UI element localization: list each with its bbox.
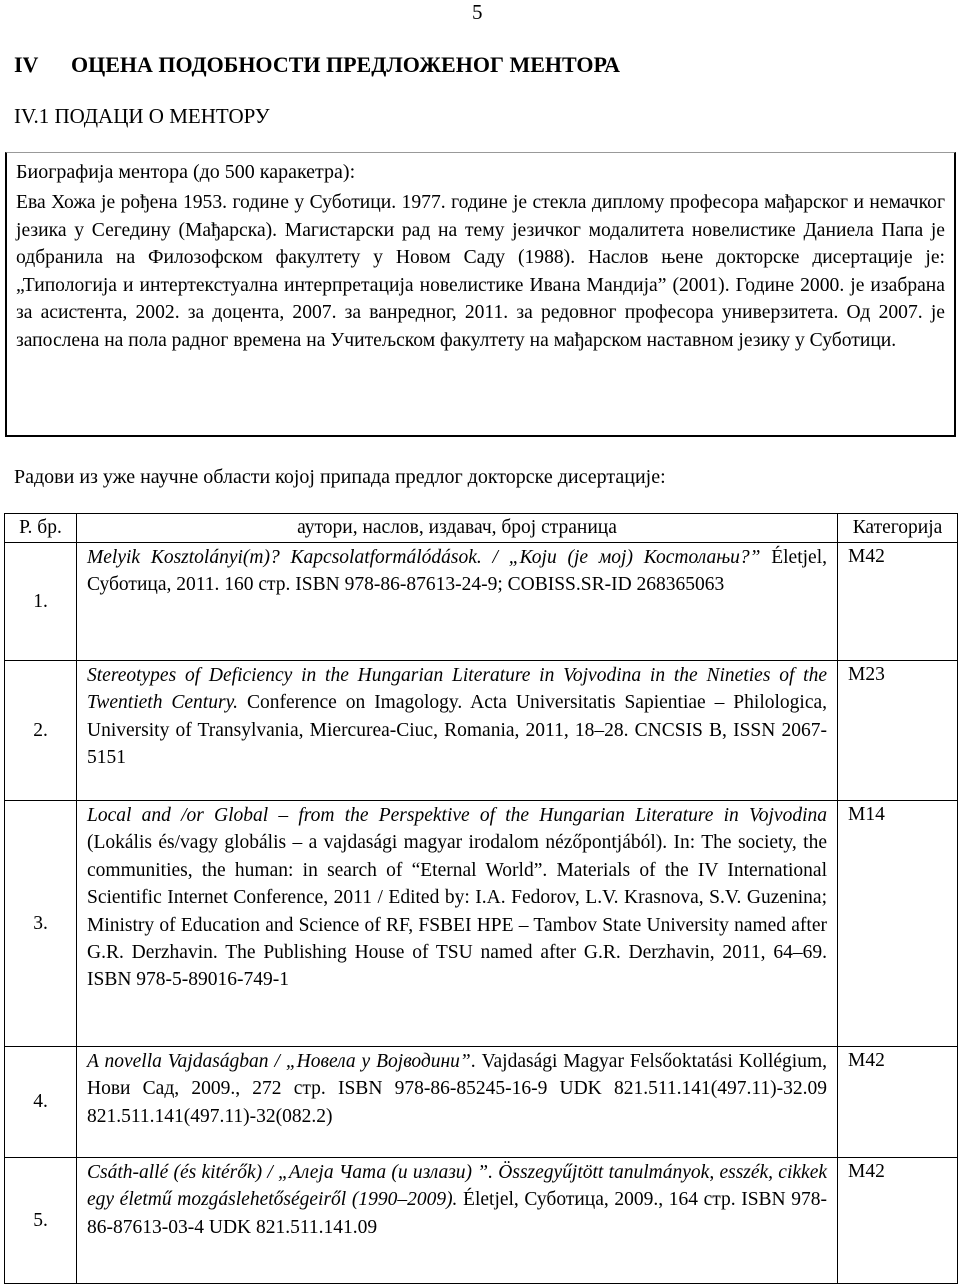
reference-details: Életjel, Суботица, 2009., 164 стр. ISBN 978-86-87613-03-4 UDK 821.511.141.09 xyxy=(87,1189,827,1238)
reference-title: Local and /or Global – from the Perspektive of the Hungarian Literature in Vojvodina xyxy=(87,805,827,826)
table-header-row xyxy=(5,514,958,543)
reference-title: Melyik Kosztolányi(m)? Kapcsolatformálódások. / „Који (је мој) Костолањи?” xyxy=(87,547,761,568)
row-number: 4. xyxy=(5,1047,77,1158)
works-table xyxy=(4,513,958,1284)
category-cell: M14 xyxy=(838,801,958,1047)
category-cell: M42 xyxy=(838,1158,958,1284)
reference-cell xyxy=(77,1158,838,1284)
reference-cell xyxy=(77,661,838,801)
table-row xyxy=(5,661,958,801)
reference-details: Életjel, Суботица, 2011. 160 стр. ISBN 978-86-87613-24-9; COBISS.SR-ID 268365063 xyxy=(87,547,827,596)
header-ref: аутори, наслов, издавач, број страница xyxy=(77,514,838,543)
row-number: 3. xyxy=(5,801,77,1047)
works-heading: Радови из уже научне области којој припада предлог докторске дисертације: xyxy=(14,466,666,488)
reference-title: Csáth-allé (és kitérők) / „Алеја Чата (и излази) ”. Összegyűjtött tanulmányok, esszék, cikkek egy életmű mozgáslehetőségeiről (1990–2009). xyxy=(87,1162,827,1211)
subsection-heading: IV.1 ПОДАЦИ О МЕНТОРУ xyxy=(14,104,270,128)
table-row xyxy=(5,801,958,1047)
row-number: 1. xyxy=(5,543,77,661)
section-number: IV xyxy=(14,52,39,77)
category-cell: M42 xyxy=(838,1047,958,1158)
row-number: 5. xyxy=(5,1158,77,1284)
reference-details: (Lokális és/vagy globális – a vajdasági magyar irodalom nézőpontjából). In: The society, the communities, the human: in search of “Eternal World”. Materials of the IV International Scientific Internet Conference, 2011 / Edited by: I.A. Fedorov, L.V. Krasnova, S.V. Guzenina; Ministry of Education and Science of RF, FSBEI HPE – Tambov State University named after G.R. Derzhavin. The Publishing House of TSU named after G.R. Derzhavin, 2011, 64–69. ISBN 978-5-89016-749-1 xyxy=(87,832,827,991)
biography-heading: Биографија ментора (до 500 каракетра): xyxy=(16,161,356,183)
table-row xyxy=(5,543,958,661)
reference-cell xyxy=(77,1047,838,1158)
reference-cell xyxy=(77,801,838,1047)
header-cat: Категорија xyxy=(838,514,958,543)
table-row xyxy=(5,1158,958,1284)
page-number: 5 xyxy=(472,0,483,24)
reference-title: A novella Vajdaságban / „Новела у Војводини” xyxy=(87,1051,471,1072)
biography-text: Ева Хожа је рођена 1953. године у Суботици. 1977. године је стекла диплому професора мађарског и немачког језика у Сегедину (Мађарска). Магистарски рад на тему језичког модалитета новелистике Даниела Папа је одбранила на Филозофском факултету у Новом Саду (1988). Наслов њене докторске дисертације је: „Типологија и интертекстуална интерпретација новелистике Ивана Мандија” (2001). Године 2000. је изабрана за асистента, 2002. за доцента, 2007. за ванредног, 2011. за редовног професора универзитета. Од 2007. је запослена на пола радног времена на Учитељском факултету на мађарском наставном језику у Суботици. xyxy=(16,192,945,351)
category-cell: M23 xyxy=(838,661,958,801)
section-title: ОЦЕНА ПОДОБНОСТИ ПРЕДЛОЖЕНОГ МЕНТОРА xyxy=(71,52,621,77)
section-heading xyxy=(14,52,620,78)
category-cell: M42 xyxy=(838,543,958,661)
reference-cell xyxy=(77,543,838,661)
header-num: Р. бр. xyxy=(5,514,77,543)
table-row xyxy=(5,1047,958,1158)
reference-title: Stereotypes of Deficiency in the Hungarian Literature in Vojvodina in the Nineties of the Twentieth Century. xyxy=(87,665,827,714)
reference-details: Conference on Imagology. Acta Universitatis Sapientiae – Philologica, University of Transylvania, Miercurea-Ciuc, Romania, 2011, 18–28. CNCSIS B, ISSN 2067-5151 xyxy=(87,692,828,769)
row-number: 2. xyxy=(5,661,77,801)
biography-box xyxy=(5,152,956,437)
reference-details: . Vajdasági Magyar Felsőoktatási Kollégium, Нови Сад, 2009., 272 стр. ISBN 978-86-85245-16-9 UDK 821.511.141(497.11)-32.09 821.511.141(497.11)-32(082.2) xyxy=(87,1051,827,1127)
